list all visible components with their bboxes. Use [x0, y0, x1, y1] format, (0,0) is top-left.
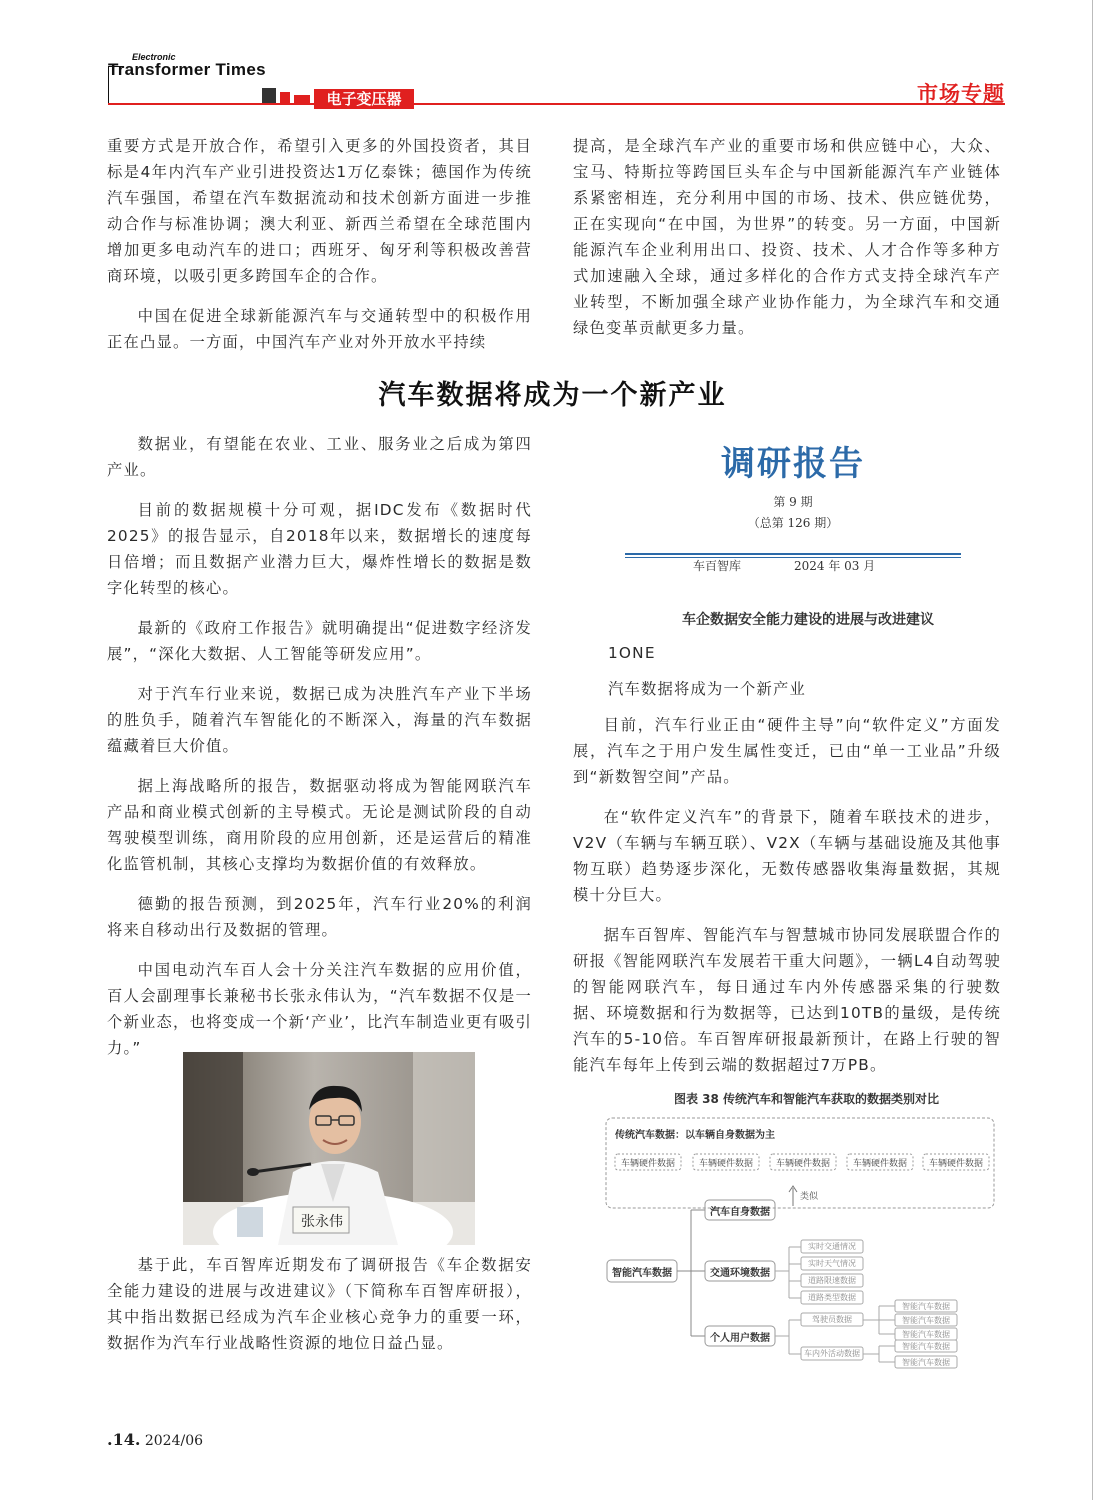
- body-paragraph: 目前的数据规模十分可观，据IDC发布《数据时代2025》的报告显示，自2018年以来，数据增长的速度每日倍增；而且数据产业潜力巨大，爆炸性增长的数据是数字化转型的核心。: [107, 501, 532, 597]
- body-paragraph: 据车百智库、智能汽车与智慧城市协同发展联盟合作的研报《智能网联汽车发展若干重大问题》，一辆L4自动驾驶的智能网联汽车，每日通过车内外传感器采集的行驶数据、环境数据和行为数据等，已达到10TB的量级，是传统汽车的5-10倍。车百智库研报最新预计，在路上行驶的智能汽车每年上传到云端的数据超过7万PB。: [573, 926, 1001, 1074]
- speaker-photo: [183, 1052, 475, 1245]
- body-paragraph: 基于此，车百智库近期发布了调研报告《车企数据安全能力建设的进展与改进建议》（下简称车百智库研报），其中指出数据已经成为汽车企业核心竞争力的重要一环，数据作为汽车行业战略性资源的地位日益凸显。: [107, 1256, 532, 1352]
- header-decor-block: [294, 95, 310, 103]
- body-paragraph: 重要方式是开放合作，希望引入更多的外国投资者，其目标是4年内汽车产业引进投资达1万亿泰铢；德国作为传统汽车强国，希望在汽车数据流动和技术创新方面进一步推动合作与标准协调；澳大利亚、新西兰希望在全球范围内增加更多电动汽车的进口；西班牙、匈牙利等积极改善营商环境，以吸引更多跨国车企的合作。: [107, 137, 532, 285]
- diagram-box-label: 传统汽车数据：以车辆自身数据为主: [615, 1130, 775, 1141]
- diagram-hw-item: 车辆硬件数据: [620, 1159, 675, 1169]
- top-left-column: [107, 133, 532, 355]
- data-category-diagram: [603, 1114, 998, 1374]
- header-small-text: Electronic: [132, 52, 176, 62]
- diagram-hw-item: 车辆硬件数据: [852, 1159, 907, 1169]
- diagram-leaf-node: 实时交通情况: [808, 1242, 856, 1251]
- body-paragraph: 提高，是全球汽车产业的重要市场和供应链中心，大众、宝马、特斯拉等跨国巨头车企与中国新能源汽车产业链体系紧密相连，充分利用中国的市场、技术、供应链优势，正在实现向“在中国，为世界”的转变。另一方面，中国新能源汽车企业利用出口、投资、技术、人才合作等多种方式加速融入全球，通过多样化的合作方式支持全球汽车产业转型，不断加强全球产业协作能力，为全球汽车和交通绿色变革贡献更多力量。: [573, 137, 1001, 337]
- body-paragraph: 据上海战略所的报告，数据驱动将成为智能网联汽车产品和商业模式创新的主导模式。无论是测试阶段的自动驾驶模型训练，商用阶段的应用创新，还是运营后的精准化监管机制，其核心支撑均为数据价值的有效释放。: [107, 777, 532, 873]
- diagram-sub-leaf: 智能汽车数据: [902, 1302, 950, 1311]
- diagram-leaf-node: 驾驶员数据: [812, 1315, 852, 1324]
- left-bottom-column: [107, 1252, 532, 1356]
- diagram-similar-label: 类似: [800, 1192, 819, 1202]
- diagram-leaf-node: 道路限速数据: [808, 1276, 856, 1285]
- figure-title: 图表 38 传统汽车和智能汽车获取的数据类别对比: [673, 1092, 940, 1106]
- diagram-hw-item: 车辆硬件数据: [698, 1159, 753, 1169]
- diagram-hw-item: 车辆硬件数据: [775, 1159, 830, 1169]
- header-cn-name: 电子变压器: [314, 89, 414, 109]
- report-total-issue: （总第 126 期）: [747, 516, 839, 530]
- photo-nameplate: 张永伟: [301, 1214, 343, 1230]
- body-paragraph: 中国在促进全球新能源汽车与交通转型中的积极作用正在凸显。一方面，中国汽车产业对外开放水平持续: [107, 307, 532, 351]
- article-headline: 汽车数据将成为一个新产业: [378, 380, 727, 411]
- body-paragraph: 最新的《政府工作报告》就明确提出“促进数字经济发展”，“深化大数据、人工智能等研发应用”。: [107, 619, 532, 663]
- right-column: [608, 640, 1000, 714]
- report-divider: [625, 553, 961, 555]
- diagram-leaf-node: 道路类型数据: [808, 1293, 856, 1302]
- section-number: 1ONE: [608, 644, 656, 662]
- diagram-sub-leaf: 智能汽车数据: [902, 1330, 950, 1339]
- diagram-branch-node: 汽车自身数据: [710, 1207, 770, 1218]
- diagram-leaf-node: 实时天气情况: [808, 1259, 856, 1268]
- report-issue: 第 9 期: [773, 495, 813, 509]
- report-doc-title: 车企数据安全能力建设的进展与改进建议: [682, 612, 934, 628]
- body-paragraph: 目前，汽车行业正由“硬件主导”向“软件定义”方面发展，汽车之于用户发生属性变迁，已由“单一工业品”升级到“新数智空间”产品。: [573, 716, 1001, 786]
- report-date: 2024 年 03 月: [794, 559, 876, 573]
- diagram-root-node: 智能汽车数据: [612, 1268, 672, 1279]
- body-paragraph: 对于汽车行业来说，数据已成为决胜汽车产业下半场的胜负手，随着汽车智能化的不断深入，海量的汽车数据蕴藏着巨大价值。: [107, 685, 532, 755]
- body-paragraph: 数据业，有望能在农业、工业、服务业之后成为第四产业。: [107, 435, 532, 479]
- diagram-sub-leaf: 智能汽车数据: [902, 1316, 950, 1325]
- diagram-sub-leaf: 智能汽车数据: [902, 1342, 950, 1351]
- diagram-hw-item: 车辆硬件数据: [928, 1159, 983, 1169]
- diagram-sub-leaf: 智能汽车数据: [902, 1358, 950, 1367]
- report-title: 调研报告: [721, 444, 865, 484]
- header-red-rule: [108, 103, 1005, 105]
- page-footer: [107, 1430, 203, 1449]
- issue-date: 2024/06: [144, 1433, 204, 1449]
- report-divider: [625, 557, 961, 558]
- left-column: [107, 431, 532, 1061]
- header-decor-block: [262, 88, 276, 103]
- diagram-branch-node: 交通环境数据: [710, 1268, 770, 1279]
- report-org: 车百智库: [693, 559, 742, 573]
- header-magazine-title: Transformer Times: [108, 60, 266, 79]
- body-paragraph: 德勤的报告预测，到2025年，汽车行业20%的利润将来自移动出行及数据的管理。: [107, 895, 532, 939]
- diagram-branch-node: 个人用户数据: [710, 1333, 770, 1344]
- top-right-column: [573, 133, 1001, 341]
- right-column-body: [573, 712, 1001, 1078]
- body-paragraph: 在“软件定义汽车”的背景下，随着车联技术的进步，V2V（车辆与车辆互联）、V2X（车辆与基础设施及其他事物互联）趋势逐步深化，无数传感器收集海量数据，其规模十分巨大。: [573, 808, 1001, 904]
- section-tag: 市场专题: [917, 82, 1005, 106]
- page-number: .14.: [107, 1430, 141, 1449]
- section-subhead: 汽车数据将成为一个新产业: [608, 680, 806, 698]
- page-edge-line: [1092, 0, 1093, 1500]
- header-decor-block: [280, 92, 290, 103]
- diagram-leaf-node: 车内外活动数据: [804, 1349, 860, 1358]
- body-paragraph: 中国电动汽车百人会十分关注汽车数据的应用价值，百人会副理事长兼秘书长张永伟认为，“汽车数据不仅是一个新业态，也将变成一个新‘产业’，比汽车制造业更有吸引力。”: [107, 961, 532, 1057]
